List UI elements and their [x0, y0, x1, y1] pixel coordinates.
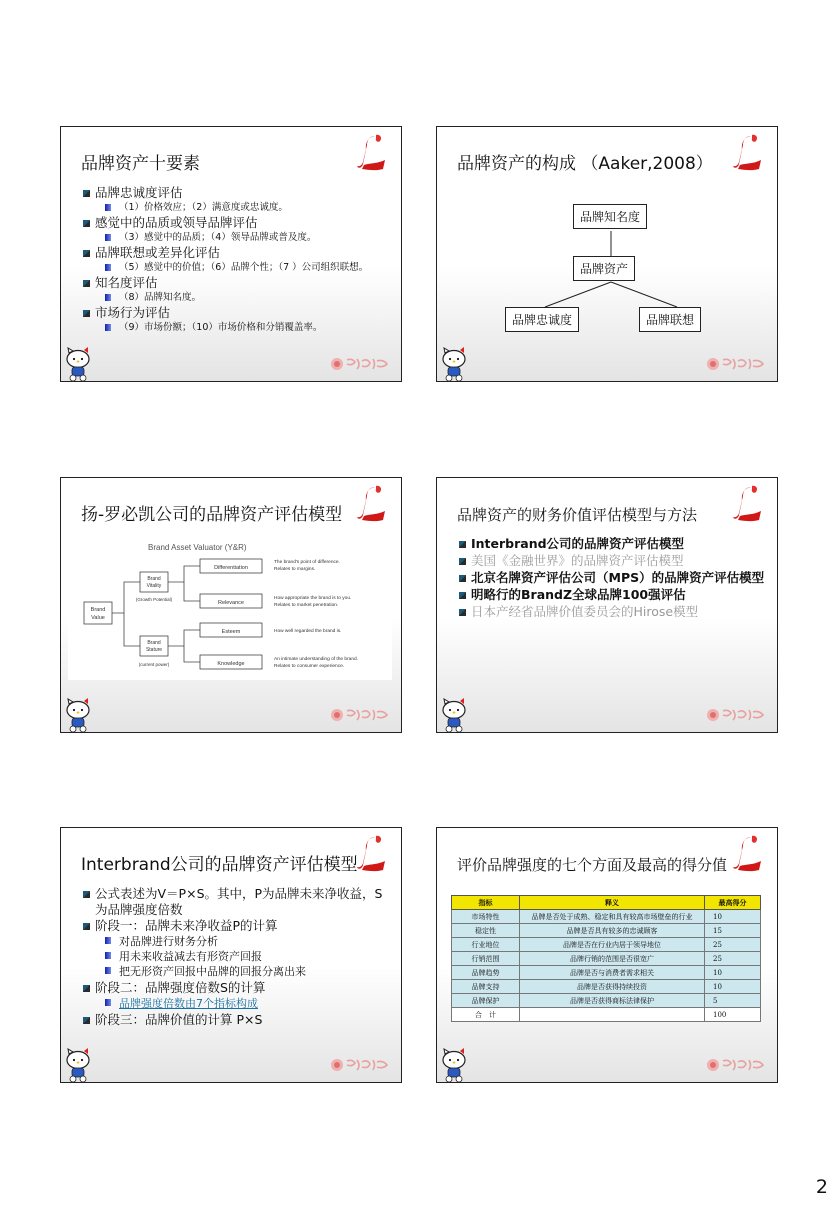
node-brand-loyalty: 品牌忠诚度 [505, 307, 579, 332]
desc-differentiation-1: The brand's point of difference. [274, 560, 340, 565]
slide-brand-equity-ten-elements [60, 126, 402, 382]
cell-indicator: 品牌趋势 [452, 966, 520, 980]
vitality-label-1: Brand [147, 576, 161, 582]
table-total-row [452, 1008, 761, 1022]
table-row [452, 966, 761, 980]
leaf-differentiation: Differentiation [214, 565, 248, 571]
bullet-list [459, 536, 765, 621]
page-number: 2 [815, 1176, 828, 1198]
cell-indicator: 品牌保护 [452, 994, 520, 1008]
cell-indicator: 品牌支持 [452, 980, 520, 994]
cell-score: 10 [705, 910, 761, 924]
cell-score: 5 [705, 994, 761, 1008]
slide-interbrand-model [60, 827, 402, 1083]
diagram-heading: Brand Asset Valuator (Y&R) [148, 543, 247, 552]
diagram-connectors [437, 127, 778, 382]
cell-explanation: 品牌是否与消费者需求相关 [520, 966, 705, 980]
bullet-list [83, 185, 389, 335]
sub-bullet-item: （3）感觉中的品质；（4）领导品牌或普及度。 [95, 231, 389, 244]
red-l-logo-icon [731, 834, 763, 874]
brand-asset-valuator-diagram [68, 540, 392, 680]
cell-score: 10 [705, 966, 761, 980]
vitality-label-2: Vitality [146, 583, 162, 589]
cell-explanation: 品牌是否获得持续投资 [520, 980, 705, 994]
bullet-item: 明略行的BrandZ全球品牌100强评估 [459, 587, 765, 603]
slide-title: Interbrand公司的品牌资产评估模型 [81, 855, 358, 875]
bullet-text: 品牌忠诚度评估 [95, 185, 183, 200]
bullet-item [83, 305, 389, 334]
cell-score: 25 [705, 952, 761, 966]
university-seal-icon [329, 1056, 393, 1074]
slide-yr-brand-asset-model [60, 477, 402, 733]
bullet-item: 美国《金融世界》的品牌资产评估模型 [459, 553, 765, 569]
brand-strength-table [451, 895, 761, 1022]
desc-knowledge-2: Relates to consumer experience. [274, 664, 345, 669]
bullet-item: Interbrand公司的品牌资产评估模型 [459, 536, 765, 552]
seven-indicators-link[interactable]: 品牌强度倍数由7个指标构成 [119, 997, 258, 1010]
leaf-knowledge: Knowledge [217, 661, 245, 667]
bullet-list [83, 886, 389, 1028]
cell-total-label: 合 计 [452, 1008, 520, 1022]
table-row [452, 938, 761, 952]
bullet-text: 阶段二：品牌强度倍数S的计算 [95, 980, 266, 995]
hello-kitty-icon [439, 698, 469, 732]
desc-knowledge-1: An intimate understanding of the brand. [274, 657, 359, 662]
cell-indicator: 稳定性 [452, 924, 520, 938]
table-header-row [452, 896, 761, 910]
cell-explanation: 品牌是否处于成熟、稳定和具有较高市场壁垒的行业 [520, 910, 705, 924]
red-l-logo-icon [355, 834, 387, 874]
sub-bullet-item: （9）市场份额；（10）市场价格和分销覆盖率。 [95, 321, 389, 334]
slide-title: 品牌资产的财务价值评估模型与方法 [457, 506, 698, 524]
bullet-item [83, 980, 389, 1011]
hello-kitty-icon [63, 347, 93, 381]
desc-differentiation-2: Relates to margins. [274, 567, 316, 572]
cell-total-blank [520, 1008, 705, 1022]
bullet-item: 阶段三：品牌价值的计算 P×S [83, 1012, 389, 1028]
bullet-item [83, 245, 389, 274]
hello-kitty-icon [439, 1048, 469, 1082]
red-l-logo-icon [355, 484, 387, 524]
header-max-score: 最高得分 [705, 896, 761, 910]
sub-bullet-item: 对品牌进行财务分析 [95, 934, 389, 949]
node-brand-equity: 品牌资产 [573, 256, 635, 281]
sub-bullet-item: 用未来收益减去有形资产回报 [95, 949, 389, 964]
vitality-note: (Growth Potential) [135, 597, 173, 602]
cell-total-score: 100 [705, 1008, 761, 1022]
stature-label-1: Brand [147, 640, 161, 646]
sub-bullet-item [95, 996, 389, 1011]
bullet-item [83, 918, 389, 979]
cell-score: 10 [705, 980, 761, 994]
bullet-text: 品牌联想或差异化评估 [95, 245, 221, 260]
table-row [452, 910, 761, 924]
bullet-item: 公式表述为V＝P×S。其中，P为品牌未来净收益，S为品牌强度倍数 [83, 886, 389, 918]
cell-explanation: 品牌是否获得商标法律保护 [520, 994, 705, 1008]
desc-relevance-1: How appropriate the brand is to you. [274, 596, 352, 601]
bullet-text: 市场行为评估 [95, 305, 171, 320]
cell-explanation: 品牌是否在行业内居于领导地位 [520, 938, 705, 952]
slide-title: 品牌资产十要素 [81, 154, 200, 174]
table-row [452, 952, 761, 966]
red-l-logo-icon [355, 133, 387, 173]
leaf-relevance: Relevance [218, 600, 244, 606]
university-seal-icon [705, 706, 769, 724]
cell-indicator: 行业地位 [452, 938, 520, 952]
bullet-text: 知名度评估 [95, 275, 158, 290]
hello-kitty-icon [63, 1048, 93, 1082]
root-label-1: Brand [90, 607, 106, 613]
cell-indicator: 行销范围 [452, 952, 520, 966]
hello-kitty-icon [63, 698, 93, 732]
slide-title: 评价品牌强度的七个方面及最高的得分值 [457, 856, 728, 874]
bullet-item [83, 185, 389, 214]
sub-bullet-item: （1）价格效应；（2）满意度或忠诚度。 [95, 201, 389, 214]
header-indicator: 指标 [452, 896, 520, 910]
cell-score: 15 [705, 924, 761, 938]
stature-label-2: Stature [145, 647, 163, 653]
bullet-item: 日本产经省品牌价值委员会的Hirose模型 [459, 604, 765, 620]
table-row [452, 924, 761, 938]
slide-brand-equity-composition [436, 126, 778, 382]
sub-bullet-item: 把无形资产回报中品牌的回报分离出来 [95, 964, 389, 979]
node-brand-association: 品牌联想 [639, 307, 701, 332]
bullet-item [83, 215, 389, 244]
university-seal-icon [329, 355, 393, 373]
root-label-2: Value [91, 615, 105, 621]
bullet-item: 北京名牌资产评估公司（MPS）的品牌资产评估模型 [459, 570, 765, 586]
slide-brand-strength-seven-aspects [436, 827, 778, 1083]
sub-bullet-item: （8）品牌知名度。 [95, 291, 389, 304]
bullet-text: 阶段一：品牌未来净收益P的计算 [95, 918, 278, 933]
bullet-item [83, 275, 389, 304]
stature-note: (current power) [138, 662, 170, 667]
header-explanation: 释义 [520, 896, 705, 910]
leaf-esteem: Esteem [221, 629, 241, 635]
node-brand-awareness: 品牌知名度 [573, 204, 647, 229]
cell-score: 25 [705, 938, 761, 952]
bullet-text: 感觉中的品质或领导品牌评估 [95, 215, 258, 230]
desc-relevance-2: Relates to market penetration. [274, 603, 339, 608]
sub-bullet-item: （5）感觉中的价值；（6）品牌个性；（7 ）公司组织联想。 [95, 261, 389, 274]
hello-kitty-icon [439, 347, 469, 381]
table-row [452, 980, 761, 994]
cell-indicator: 市场特性 [452, 910, 520, 924]
slide-title: 品牌资产的构成 （Aaker,2008） [457, 154, 713, 174]
cell-explanation: 品牌行销的范围是否很宽广 [520, 952, 705, 966]
university-seal-icon [705, 1056, 769, 1074]
slide-title: 扬-罗必凯公司的品牌资产评估模型 [81, 505, 343, 525]
university-seal-icon [329, 706, 393, 724]
table-row [452, 994, 761, 1008]
red-l-logo-icon [731, 484, 763, 524]
desc-esteem-1: How well regarded the brand is. [274, 629, 342, 634]
university-seal-icon [705, 355, 769, 373]
cell-explanation: 品牌是否具有较多的忠诚顾客 [520, 924, 705, 938]
slide-financial-valuation-models [436, 477, 778, 733]
